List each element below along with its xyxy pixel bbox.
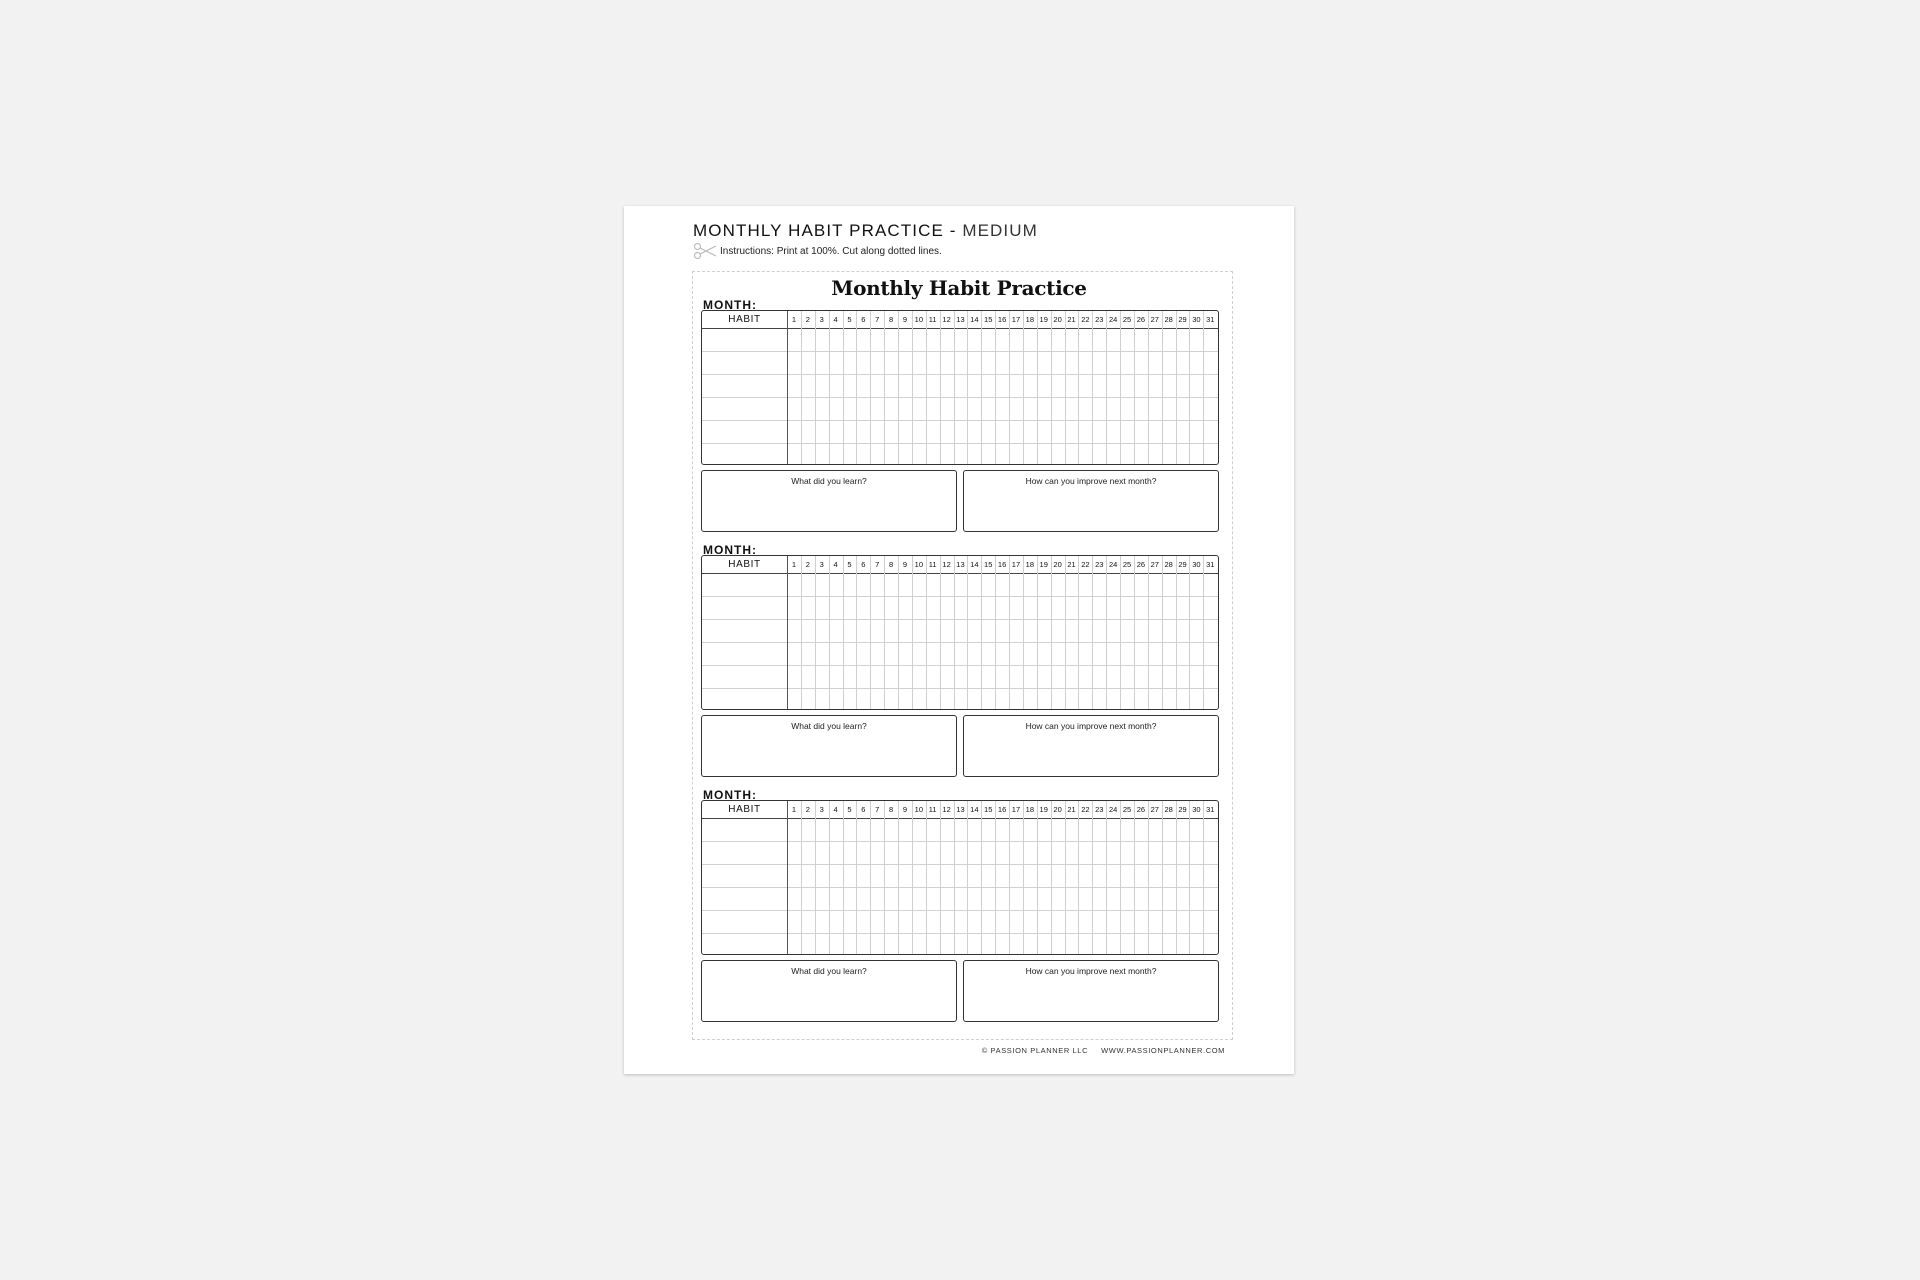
- habit-name-cell[interactable]: [702, 398, 787, 420]
- tracker-header-row: [702, 801, 1218, 819]
- day-header: 20: [1053, 315, 1062, 324]
- day-column-divider: [843, 801, 844, 954]
- habit-tracker-grid: [701, 800, 1219, 955]
- day-header: 21: [1067, 805, 1076, 814]
- habit-name-cell[interactable]: [702, 888, 787, 910]
- day-column-divider: [843, 311, 844, 464]
- day-header: 13: [956, 315, 965, 324]
- day-header: 23: [1095, 315, 1104, 324]
- day-column-divider: [829, 801, 830, 954]
- day-header: 17: [1011, 315, 1021, 324]
- day-header: 23: [1095, 560, 1104, 569]
- day-column-divider: [1134, 556, 1135, 709]
- day-column-divider: [954, 311, 955, 464]
- day-column-divider: [1106, 311, 1107, 464]
- day-header: 14: [970, 315, 979, 324]
- habit-name-cell[interactable]: [702, 574, 787, 596]
- main-title: Monthly Habit Practice: [831, 276, 1087, 300]
- day-header: 16: [997, 560, 1007, 569]
- day-header: 5: [847, 560, 852, 569]
- day-header: 10: [914, 315, 923, 324]
- day-header: 27: [1150, 560, 1159, 569]
- day-column-divider: [1065, 311, 1066, 464]
- title-separator: -: [943, 221, 963, 240]
- day-header: 9: [902, 805, 908, 814]
- habit-column-divider: [787, 801, 788, 954]
- day-header: 18: [1025, 560, 1035, 569]
- day-header: 7: [875, 560, 880, 569]
- day-column-divider: [1189, 556, 1190, 709]
- day-header: 1: [791, 805, 797, 814]
- day-header: 20: [1053, 560, 1062, 569]
- month-section: [701, 543, 1219, 781]
- day-column-divider: [1092, 311, 1093, 464]
- scissors-icon: [693, 242, 717, 260]
- habit-name-cell[interactable]: [702, 819, 787, 841]
- tracker-header-row: [702, 556, 1218, 574]
- day-header: 31: [1206, 560, 1215, 569]
- day-column-divider: [1009, 311, 1010, 464]
- day-header: 19: [1039, 560, 1048, 569]
- title-main: MONTHLY HABIT PRACTICE: [693, 221, 944, 240]
- day-header: 7: [875, 315, 880, 324]
- day-header: 2: [805, 315, 810, 324]
- day-header: 3: [819, 560, 824, 569]
- day-header: 15: [984, 315, 993, 324]
- day-column-divider: [898, 556, 899, 709]
- day-column-divider: [1120, 801, 1121, 954]
- day-header: 17: [1011, 560, 1021, 569]
- day-header: 27: [1150, 805, 1159, 814]
- instructions-text: Instructions: Print at 100%. Cut along dotted lines.: [720, 245, 942, 257]
- footer-copyright: © PASSION PLANNER LLC: [981, 1046, 1089, 1055]
- habit-name-cell[interactable]: [702, 934, 787, 955]
- day-header: 24: [1108, 315, 1118, 324]
- day-column-divider: [1162, 556, 1163, 709]
- day-header: 2: [805, 560, 810, 569]
- day-column-divider: [1176, 556, 1177, 709]
- day-column-divider: [912, 801, 913, 954]
- day-column-divider: [926, 556, 927, 709]
- day-column-divider: [926, 801, 927, 954]
- day-column-divider: [1051, 311, 1052, 464]
- instructions-row: [693, 242, 942, 260]
- day-column-divider: [898, 311, 899, 464]
- day-header: 22: [1081, 315, 1090, 324]
- day-header: 9: [902, 560, 908, 569]
- day-header: 25: [1122, 315, 1132, 324]
- habit-name-cell[interactable]: [702, 643, 787, 665]
- day-column-divider: [1023, 556, 1024, 709]
- month-label[interactable]: MONTH:: [703, 298, 757, 312]
- day-header: 11: [928, 315, 937, 324]
- day-header: 29: [1178, 560, 1187, 569]
- day-header: 11: [928, 805, 937, 814]
- day-column-divider: [884, 801, 885, 954]
- habit-column-divider: [787, 311, 788, 464]
- day-header: 16: [997, 315, 1007, 324]
- day-column-divider: [940, 311, 941, 464]
- day-column-divider: [1134, 311, 1135, 464]
- improve-label: How can you improve next month?: [1025, 476, 1157, 486]
- day-header: 29: [1178, 805, 1187, 814]
- habit-column-header: HABIT: [728, 804, 761, 815]
- day-column-divider: [856, 556, 857, 709]
- day-header: 8: [888, 560, 894, 569]
- habit-name-cell[interactable]: [702, 375, 787, 397]
- habit-name-cell[interactable]: [702, 421, 787, 443]
- day-header: 26: [1136, 315, 1146, 324]
- day-column-divider: [1203, 311, 1204, 464]
- day-header: 3: [819, 315, 824, 324]
- day-header: 18: [1025, 315, 1035, 324]
- habit-column-divider: [787, 556, 788, 709]
- habit-tracker-grid: [701, 555, 1219, 710]
- day-header: 30: [1192, 315, 1201, 324]
- day-header: 6: [861, 805, 866, 814]
- day-header: 12: [942, 315, 951, 324]
- footer-website: WWW.PASSIONPLANNER.COM: [1101, 1046, 1225, 1055]
- day-header: 14: [970, 560, 979, 569]
- day-column-divider: [1162, 311, 1163, 464]
- day-column-divider: [870, 801, 871, 954]
- day-header: 21: [1067, 315, 1076, 324]
- day-header: 13: [956, 805, 965, 814]
- day-column-divider: [1009, 801, 1010, 954]
- day-header: 1: [791, 560, 797, 569]
- day-header: 14: [970, 805, 979, 814]
- day-header: 5: [847, 315, 852, 324]
- day-header: 8: [888, 805, 894, 814]
- day-column-divider: [1078, 556, 1079, 709]
- day-column-divider: [856, 801, 857, 954]
- day-header: 22: [1081, 560, 1090, 569]
- day-column-divider: [1120, 556, 1121, 709]
- habit-name-cell[interactable]: [702, 444, 787, 465]
- day-header: 28: [1164, 315, 1173, 324]
- month-section: [701, 788, 1219, 1026]
- month-label[interactable]: MONTH:: [703, 543, 757, 557]
- day-column-divider: [1078, 801, 1079, 954]
- day-column-divider: [995, 311, 996, 464]
- day-column-divider: [967, 311, 968, 464]
- day-header: 6: [861, 315, 866, 324]
- habit-name-cell[interactable]: [702, 689, 787, 710]
- habit-name-cell[interactable]: [702, 597, 787, 619]
- day-header: 18: [1025, 805, 1035, 814]
- day-column-divider: [898, 801, 899, 954]
- day-column-divider: [981, 801, 982, 954]
- day-column-divider: [1189, 801, 1190, 954]
- day-column-divider: [1189, 311, 1190, 464]
- day-header: 24: [1108, 805, 1118, 814]
- day-header: 6: [861, 560, 866, 569]
- month-section: [701, 298, 1219, 536]
- day-column-divider: [1148, 311, 1149, 464]
- learn-label: What did you learn?: [791, 966, 867, 976]
- day-column-divider: [1065, 556, 1066, 709]
- day-header: 10: [914, 560, 923, 569]
- day-header: 22: [1081, 805, 1090, 814]
- day-header: 17: [1011, 805, 1021, 814]
- day-header: 11: [928, 560, 937, 569]
- day-column-divider: [870, 311, 871, 464]
- day-column-divider: [1176, 311, 1177, 464]
- title-size: MEDIUM: [962, 221, 1038, 240]
- day-column-divider: [1134, 801, 1135, 954]
- day-column-divider: [815, 556, 816, 709]
- day-header: 30: [1192, 560, 1201, 569]
- day-header: 10: [914, 805, 923, 814]
- day-header: 20: [1053, 805, 1062, 814]
- planner-sheet: [624, 206, 1294, 1074]
- day-column-divider: [884, 556, 885, 709]
- habit-name-cell[interactable]: [702, 329, 787, 351]
- day-column-divider: [1203, 801, 1204, 954]
- document-title: [693, 221, 1038, 241]
- day-header: 12: [942, 560, 951, 569]
- day-column-divider: [995, 556, 996, 709]
- day-header: 1: [791, 315, 797, 324]
- day-header: 12: [942, 805, 951, 814]
- day-column-divider: [1162, 801, 1163, 954]
- day-header: 30: [1192, 805, 1201, 814]
- habit-name-cell[interactable]: [702, 620, 787, 642]
- day-column-divider: [815, 311, 816, 464]
- day-column-divider: [1023, 311, 1024, 464]
- day-column-divider: [1120, 311, 1121, 464]
- learn-box[interactable]: [701, 960, 957, 1022]
- learn-box[interactable]: [701, 715, 957, 777]
- day-header: 15: [984, 560, 993, 569]
- day-header: 19: [1039, 315, 1048, 324]
- day-header: 31: [1206, 805, 1215, 814]
- habit-name-cell[interactable]: [702, 666, 787, 688]
- day-header: 5: [847, 805, 852, 814]
- habit-tracker-grid: [701, 310, 1219, 465]
- day-column-divider: [815, 801, 816, 954]
- day-header: 9: [902, 315, 908, 324]
- day-column-divider: [1051, 556, 1052, 709]
- day-header: 4: [833, 805, 838, 814]
- month-label[interactable]: MONTH:: [703, 788, 757, 802]
- learn-label: What did you learn?: [791, 721, 867, 731]
- tracker-header-row: [702, 311, 1218, 329]
- improve-box[interactable]: [963, 960, 1219, 1022]
- day-column-divider: [954, 556, 955, 709]
- day-column-divider: [1106, 556, 1107, 709]
- day-column-divider: [829, 311, 830, 464]
- day-column-divider: [981, 311, 982, 464]
- day-column-divider: [1009, 556, 1010, 709]
- day-column-divider: [1037, 311, 1038, 464]
- day-header: 2: [805, 805, 810, 814]
- improve-label: How can you improve next month?: [1025, 721, 1157, 731]
- day-column-divider: [843, 556, 844, 709]
- improve-label: How can you improve next month?: [1025, 966, 1157, 976]
- day-column-divider: [940, 556, 941, 709]
- day-header: 19: [1039, 805, 1048, 814]
- day-column-divider: [1106, 801, 1107, 954]
- day-column-divider: [1148, 556, 1149, 709]
- day-column-divider: [1092, 556, 1093, 709]
- day-column-divider: [1065, 801, 1066, 954]
- day-header: 28: [1164, 805, 1173, 814]
- day-column-divider: [1037, 556, 1038, 709]
- day-column-divider: [967, 556, 968, 709]
- habit-name-cell[interactable]: [702, 352, 787, 374]
- day-column-divider: [870, 556, 871, 709]
- day-column-divider: [884, 311, 885, 464]
- day-header: 23: [1095, 805, 1104, 814]
- day-column-divider: [1176, 801, 1177, 954]
- day-header: 25: [1122, 560, 1132, 569]
- day-header: 24: [1108, 560, 1118, 569]
- day-header: 31: [1206, 315, 1215, 324]
- day-header: 16: [997, 805, 1007, 814]
- day-column-divider: [1037, 801, 1038, 954]
- habit-name-cell[interactable]: [702, 911, 787, 933]
- day-column-divider: [1051, 801, 1052, 954]
- day-column-divider: [1148, 801, 1149, 954]
- learn-box[interactable]: [701, 470, 957, 532]
- habit-name-cell[interactable]: [702, 842, 787, 864]
- day-column-divider: [912, 311, 913, 464]
- habit-column-header: HABIT: [728, 314, 761, 325]
- day-header: 25: [1122, 805, 1132, 814]
- day-column-divider: [801, 556, 802, 709]
- day-column-divider: [981, 556, 982, 709]
- day-header: 26: [1136, 805, 1146, 814]
- day-header: 13: [956, 560, 965, 569]
- day-column-divider: [954, 801, 955, 954]
- improve-box[interactable]: [963, 470, 1219, 532]
- day-column-divider: [940, 801, 941, 954]
- day-header: 7: [875, 805, 880, 814]
- habit-name-cell[interactable]: [702, 865, 787, 887]
- day-header: 15: [984, 805, 993, 814]
- habit-column-header: HABIT: [728, 559, 761, 570]
- day-column-divider: [1078, 311, 1079, 464]
- day-header: 4: [833, 315, 838, 324]
- improve-box[interactable]: [963, 715, 1219, 777]
- day-column-divider: [1092, 801, 1093, 954]
- day-header: 29: [1178, 315, 1187, 324]
- day-column-divider: [829, 556, 830, 709]
- day-column-divider: [856, 311, 857, 464]
- day-header: 26: [1136, 560, 1146, 569]
- learn-label: What did you learn?: [791, 476, 867, 486]
- day-column-divider: [801, 311, 802, 464]
- day-column-divider: [912, 556, 913, 709]
- day-column-divider: [1023, 801, 1024, 954]
- day-header: 4: [833, 560, 838, 569]
- day-header: 27: [1150, 315, 1159, 324]
- day-column-divider: [995, 801, 996, 954]
- day-header: 28: [1164, 560, 1173, 569]
- day-column-divider: [801, 801, 802, 954]
- day-header: 8: [888, 315, 894, 324]
- day-header: 21: [1067, 560, 1076, 569]
- day-header: 3: [819, 805, 824, 814]
- day-column-divider: [1203, 556, 1204, 709]
- day-column-divider: [926, 311, 927, 464]
- day-column-divider: [967, 801, 968, 954]
- footer: [982, 1046, 1225, 1055]
